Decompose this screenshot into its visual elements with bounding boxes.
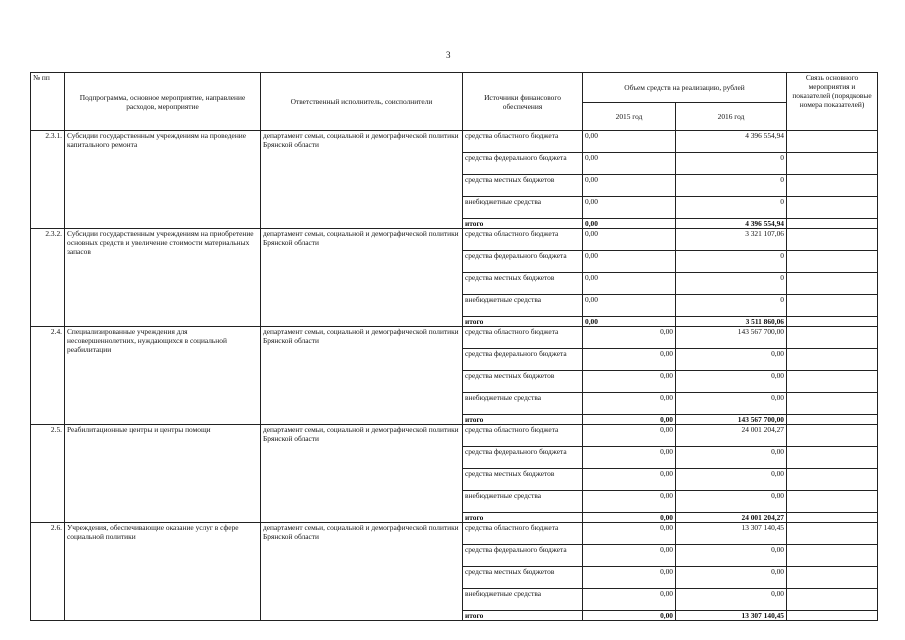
table-row xyxy=(31,327,878,349)
amount-2016: 0 xyxy=(676,295,787,317)
row-number: 2.3.2. xyxy=(31,229,65,327)
indicator-link xyxy=(787,197,878,219)
header-link: Связь основного мероприятия и показателей (порядковые номера показателей) xyxy=(787,73,878,131)
funding-source: итого xyxy=(463,611,583,621)
funding-source: средства федерального бюджета xyxy=(463,251,583,273)
indicator-link xyxy=(787,513,878,523)
header-sources: Источники финансового обеспечения xyxy=(463,73,583,131)
funding-source: средства областного бюджета xyxy=(463,327,583,349)
amount-2016: 3 321 107,06 xyxy=(676,229,787,251)
indicator-link xyxy=(787,317,878,327)
indicator-link xyxy=(787,175,878,197)
indicator-link xyxy=(787,327,878,349)
amount-2016: 0 xyxy=(676,197,787,219)
funding-source: средства областного бюджета xyxy=(463,523,583,545)
amount-2016: 13 307 140,45 xyxy=(676,523,787,545)
header-program: Подпрограмма, основное мероприятие, направление расходов, мероприятие xyxy=(65,73,261,131)
amount-2015: 0,00 xyxy=(583,393,676,415)
funding-source: итого xyxy=(463,317,583,327)
funding-source: средства областного бюджета xyxy=(463,425,583,447)
budget-table xyxy=(30,72,878,621)
amount-2016: 3 511 860,06 xyxy=(676,317,787,327)
row-number: 2.6. xyxy=(31,523,65,621)
table-row xyxy=(31,229,878,251)
funding-source: средства местных бюджетов xyxy=(463,469,583,491)
funding-source: средства федерального бюджета xyxy=(463,545,583,567)
amount-2016: 0,00 xyxy=(676,371,787,393)
funding-source: внебюджетные средства xyxy=(463,393,583,415)
amount-2015: 0,00 xyxy=(583,273,676,295)
amount-2015: 0,00 xyxy=(583,371,676,393)
indicator-link xyxy=(787,349,878,371)
amount-2016: 0,00 xyxy=(676,469,787,491)
funding-source: средства федерального бюджета xyxy=(463,447,583,469)
amount-2015: 0,00 xyxy=(583,415,676,425)
funding-source: внебюджетные средства xyxy=(463,295,583,317)
indicator-link xyxy=(787,131,878,153)
amount-2016: 4 396 554,94 xyxy=(676,131,787,153)
funding-source: средства областного бюджета xyxy=(463,131,583,153)
amount-2016: 143 567 700,00 xyxy=(676,415,787,425)
funding-source: итого xyxy=(463,219,583,229)
row-number: 2.4. xyxy=(31,327,65,425)
amount-2015: 0,00 xyxy=(583,523,676,545)
amount-2015: 0,00 xyxy=(583,175,676,197)
amount-2016: 0,00 xyxy=(676,393,787,415)
header-executor: Ответственный исполнитель, соисполнители xyxy=(261,73,463,131)
amount-2016: 0 xyxy=(676,273,787,295)
amount-2016: 24 001 204,27 xyxy=(676,513,787,523)
amount-2016: 0,00 xyxy=(676,589,787,611)
amount-2016: 0,00 xyxy=(676,491,787,513)
executor-name: департамент семьи, социальной и демографической политики Брянской области xyxy=(261,523,463,621)
funding-source: средства местных бюджетов xyxy=(463,567,583,589)
indicator-link xyxy=(787,371,878,393)
program-name: Учреждения, обеспечивающие оказание услуг в сфере социальной политики xyxy=(65,523,261,621)
executor-name: департамент семьи, социальной и демографической политики Брянской области xyxy=(261,425,463,523)
indicator-link xyxy=(787,523,878,545)
amount-2016: 143 567 700,00 xyxy=(676,327,787,349)
funding-source: средства местных бюджетов xyxy=(463,175,583,197)
indicator-link xyxy=(787,393,878,415)
indicator-link xyxy=(787,545,878,567)
amount-2015: 0,00 xyxy=(583,469,676,491)
indicator-link xyxy=(787,415,878,425)
table-body xyxy=(31,131,878,621)
page-number: 3 xyxy=(446,50,451,60)
amount-2015: 0,00 xyxy=(583,131,676,153)
indicator-link xyxy=(787,447,878,469)
indicator-link xyxy=(787,153,878,175)
funding-source: внебюджетные средства xyxy=(463,197,583,219)
indicator-link xyxy=(787,273,878,295)
amount-2015: 0,00 xyxy=(583,611,676,621)
row-number: 2.5. xyxy=(31,425,65,523)
indicator-link xyxy=(787,229,878,251)
funding-source: итого xyxy=(463,415,583,425)
amount-2016: 0,00 xyxy=(676,545,787,567)
funding-source: внебюджетные средства xyxy=(463,491,583,513)
indicator-link xyxy=(787,567,878,589)
amount-2015: 0,00 xyxy=(583,513,676,523)
funding-source: средства федерального бюджета xyxy=(463,349,583,371)
amount-2015: 0,00 xyxy=(583,491,676,513)
program-name: Субсидии государственным учреждениям на приобретение основных средств и увеличение стоимости материальных запасов xyxy=(65,229,261,327)
indicator-link xyxy=(787,219,878,229)
amount-2015: 0,00 xyxy=(583,295,676,317)
header-2015: 2015 год xyxy=(583,103,676,131)
funding-source: итого xyxy=(463,513,583,523)
funding-source: средства местных бюджетов xyxy=(463,273,583,295)
funding-source: средства местных бюджетов xyxy=(463,371,583,393)
amount-2015: 0,00 xyxy=(583,251,676,273)
amount-2015: 0,00 xyxy=(583,589,676,611)
amount-2016: 0,00 xyxy=(676,567,787,589)
amount-2015: 0,00 xyxy=(583,447,676,469)
amount-2015: 0,00 xyxy=(583,197,676,219)
amount-2016: 13 307 140,45 xyxy=(676,611,787,621)
indicator-link xyxy=(787,611,878,621)
executor-name: департамент семьи, социальной и демографической политики Брянской области xyxy=(261,327,463,425)
amount-2016: 0 xyxy=(676,175,787,197)
header-2016: 2016 год xyxy=(676,103,787,131)
amount-2016: 0 xyxy=(676,153,787,175)
funding-source: внебюджетные средства xyxy=(463,589,583,611)
program-name: Субсидии государственным учреждениям на проведение капитального ремонта xyxy=(65,131,261,229)
table-row xyxy=(31,425,878,447)
amount-2015: 0,00 xyxy=(583,545,676,567)
header-volume: Объем средств на реализацию, рублей xyxy=(583,73,787,103)
amount-2015: 0,00 xyxy=(583,567,676,589)
amount-2015: 0,00 xyxy=(583,153,676,175)
executor-name: департамент семьи, социальной и демографической политики Брянской области xyxy=(261,131,463,229)
indicator-link xyxy=(787,251,878,273)
amount-2015: 0,00 xyxy=(583,327,676,349)
indicator-link xyxy=(787,491,878,513)
amount-2016: 0,00 xyxy=(676,447,787,469)
amount-2016: 4 396 554,94 xyxy=(676,219,787,229)
amount-2015: 0,00 xyxy=(583,229,676,251)
funding-source: средства федерального бюджета xyxy=(463,153,583,175)
amount-2015: 0,00 xyxy=(583,219,676,229)
program-name: Специализированные учреждения для несовершеннолетних, нуждающихся в социальной реабилитации xyxy=(65,327,261,425)
funding-source: средства областного бюджета xyxy=(463,229,583,251)
indicator-link xyxy=(787,295,878,317)
amount-2016: 0,00 xyxy=(676,349,787,371)
amount-2015: 0,00 xyxy=(583,317,676,327)
amount-2015: 0,00 xyxy=(583,349,676,371)
amount-2016: 24 001 204,27 xyxy=(676,425,787,447)
header-num: № пп xyxy=(31,73,65,131)
executor-name: департамент семьи, социальной и демографической политики Брянской области xyxy=(261,229,463,327)
indicator-link xyxy=(787,425,878,447)
program-name: Реабилитационные центры и центры помощи xyxy=(65,425,261,523)
indicator-link xyxy=(787,589,878,611)
indicator-link xyxy=(787,469,878,491)
row-number: 2.3.1. xyxy=(31,131,65,229)
amount-2016: 0 xyxy=(676,251,787,273)
table-row xyxy=(31,523,878,545)
table-row xyxy=(31,131,878,153)
amount-2015: 0,00 xyxy=(583,425,676,447)
